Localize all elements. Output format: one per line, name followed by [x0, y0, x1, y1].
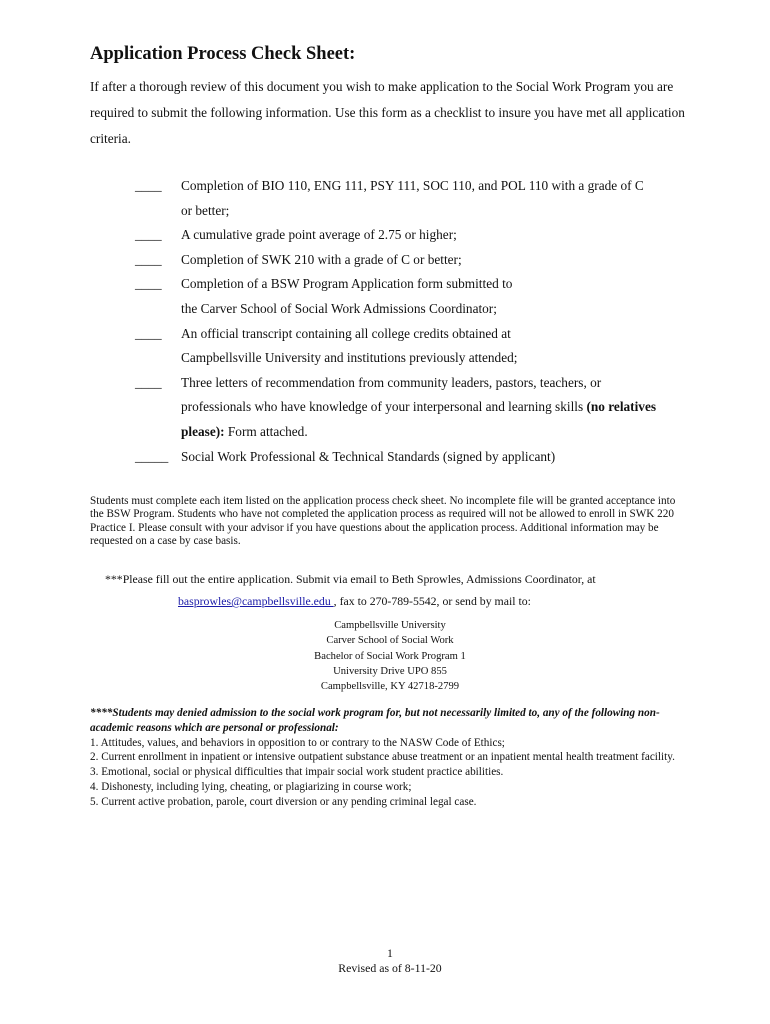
checklist-text: professionals who have knowledge of your interpersonal and learning skills [181, 399, 587, 415]
checkbox-blank[interactable]: ____ [135, 227, 162, 243]
checklist-text: Social Work Professional & Technical Standards (signed by applicant) [181, 448, 556, 464]
page-footer [300, 946, 480, 976]
checklist-text: or better; [181, 202, 230, 218]
checklist [135, 174, 695, 469]
checklist-item [135, 371, 695, 445]
address-line: Carver School of Social Work [326, 635, 454, 647]
checkbox-blank[interactable]: _____ [135, 448, 169, 464]
checklist-item [135, 272, 695, 321]
completion-notice: Students must complete each item listed on the application process check sheet. No incomplete file will be granted acceptance into the BSW Program. Students who have not completed the application process as required will not be allowed to enroll in SWK 220 Practice I. Please consult with your advisor if you have questions about the application process. Additional information may be requested on a case by case basis. [90, 495, 676, 547]
submission-instructions: ***Please fill out the entire application. Submit via email to Beth Sprowles, Admissions Coordinator, at [105, 572, 596, 586]
address-line: Campbellsville, KY 42718-2799 [320, 681, 460, 693]
checklist-text: Completion of a BSW Program Application form submitted to [181, 276, 513, 292]
submission-contact-line [178, 594, 531, 608]
address-line: Bachelor of Social Work Program 1 [314, 650, 466, 662]
email-link[interactable]: basprowles@campbellsville.edu [178, 594, 334, 608]
checklist-text: A cumulative grade point average of 2.75 or higher; [181, 227, 457, 243]
page-title: Application Process Check Sheet: [90, 44, 356, 64]
address-line: Campbellsville University [334, 620, 446, 631]
address-line: University Drive UPO 855 [333, 665, 447, 677]
checklist-item [135, 174, 695, 223]
revision-date: Revised as of 8-11-20 [338, 961, 442, 975]
checklist-text: Campbellsville University and institutions previously attended; [181, 350, 518, 366]
denial-reason-item: 1. Attitudes, values, and behaviors in opposition to or contrary to the NASW Code of Ethics; [90, 736, 505, 749]
denial-reason-item: 4. Dishonesty, including lying, cheating, or plagiarizing in course work; [90, 780, 412, 793]
checklist-item [135, 322, 695, 371]
checkbox-blank[interactable]: ____ [135, 251, 162, 267]
checkbox-blank[interactable]: ____ [135, 374, 162, 390]
checkbox-blank[interactable]: ____ [135, 325, 162, 341]
checklist-text-bold: (no relatives [586, 399, 657, 415]
checklist-text: Completion of SWK 210 with a grade of C or better; [181, 251, 462, 267]
checklist-item [135, 445, 695, 470]
checkbox-blank[interactable]: ____ [135, 276, 162, 292]
page-number: 1 [387, 946, 393, 960]
checklist-item [135, 223, 695, 248]
denial-reason-item: 2. Current enrollment in inpatient or intensive outpatient substance abuse treatment or an inpatient mental health treatment facility. [90, 751, 675, 764]
checklist-text: the Carver School of Social Work Admissions Coordinator; [181, 300, 497, 316]
checklist-text: Completion of BIO 110, ENG 111, PSY 111, SOC 110, and POL 110 with a grade of C [181, 178, 644, 193]
checklist-text: An official transcript containing all college credits obtained at [181, 325, 511, 341]
fax-mail-text: , fax to 270-789-5542, or send by mail to: [333, 594, 531, 608]
checklist-text: Three letters of recommendation from community leaders, pastors, teachers, or [181, 374, 602, 390]
denial-reason-item: 5. Current active probation, parole, court diversion or any pending criminal legal case. [90, 795, 477, 808]
checkbox-blank[interactable]: ____ [135, 178, 162, 193]
checklist-text-bold: please): [181, 423, 225, 439]
denial-heading: ****Students may denied admission to the social work program for, but not necessarily limited to, any of the following non-academic reasons which are personal or professional: [90, 707, 660, 734]
checklist-item [135, 248, 695, 273]
checklist-text: Form attached. [224, 423, 308, 439]
denial-reason-item: 3. Emotional, social or physical difficulties that impair social work student practice abilities. [90, 766, 504, 779]
intro-paragraph: If after a thorough review of this document you wish to make application to the Social Work Program you are required to submit the following information. Use this form as a checklist to insure you have met all application criteria. [90, 79, 685, 146]
denial-reasons [90, 706, 690, 810]
mailing-address [240, 618, 540, 694]
